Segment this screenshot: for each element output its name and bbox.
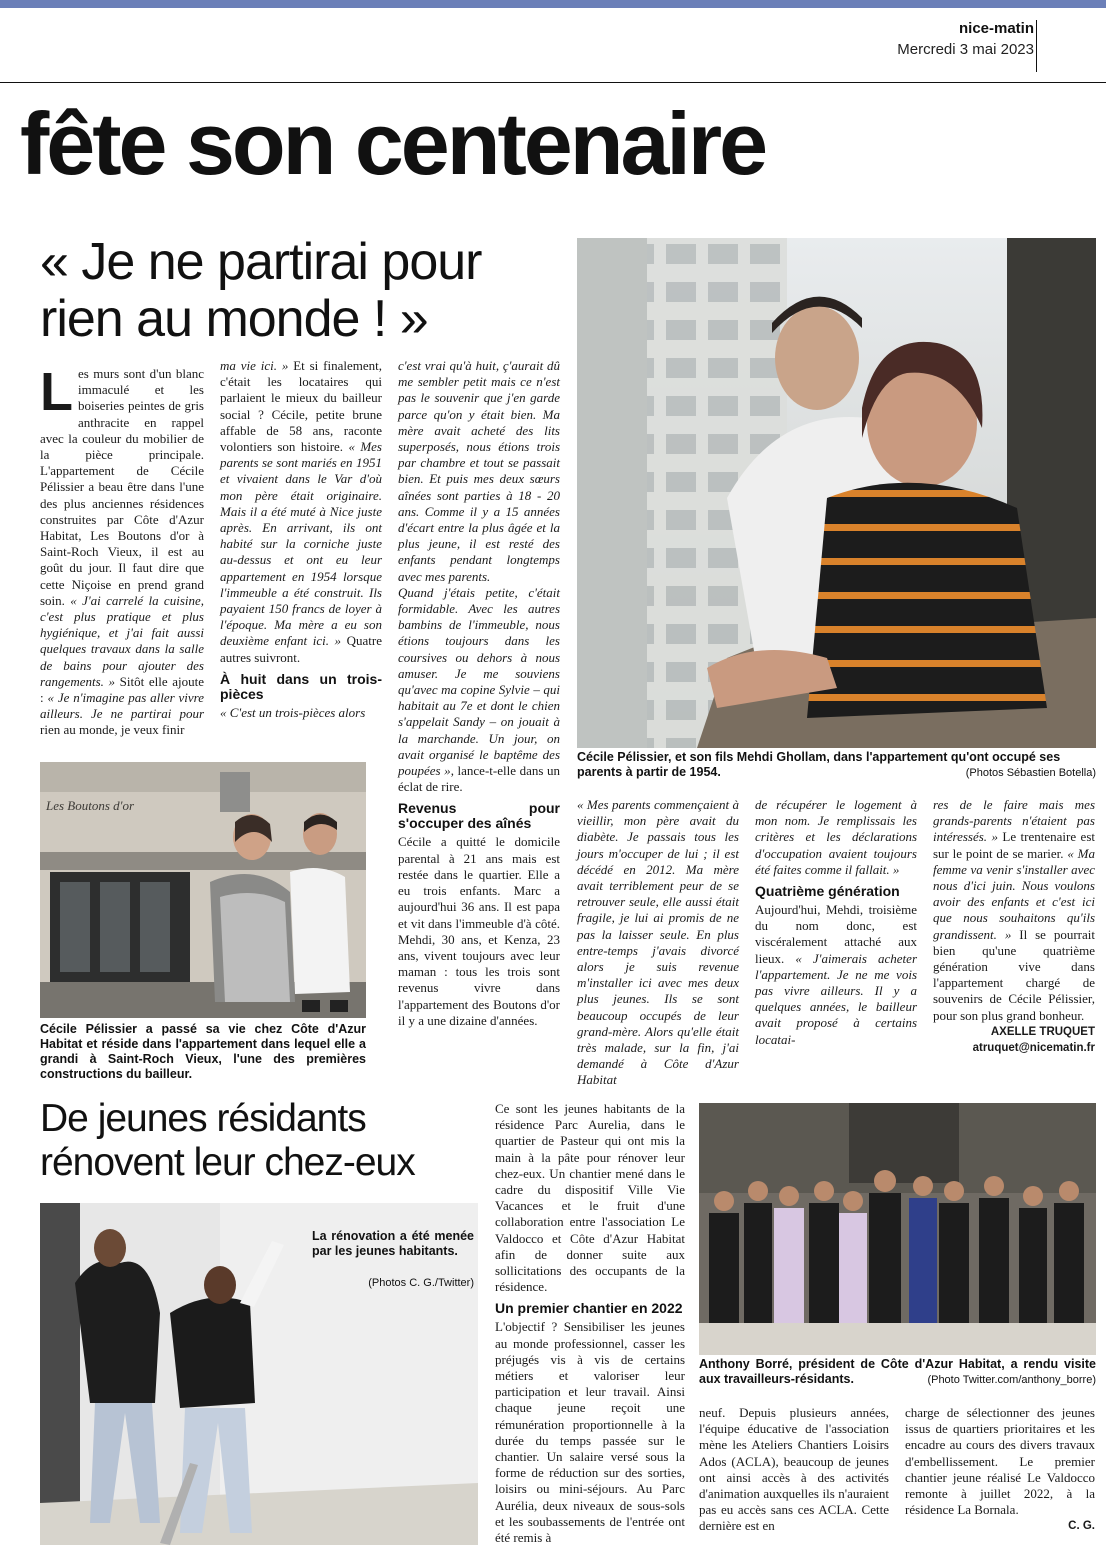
article1-col1-quote1: « J'ai carrelé la cuisine, c'est plus pratique et plus hygiénique, et j'ai fait aussi quelques travaux dans la salle de bains pour ajouter des rangements. » [40, 592, 205, 689]
group-photo [699, 1103, 1096, 1355]
article-title-line1: « Je ne partirai pour [40, 233, 482, 291]
article1-col5-quote2: « J'aimerais acheter l'appartement. Je ne me vois pas vivre ailleurs. Il y a quelques années, le bailleur avait proposé à certains locatai- [755, 950, 917, 1047]
article1-col3-p1: , lance-t-elle dans un éclat de rire. [398, 763, 560, 795]
subhead-revenus: Revenus pour s'occuper des aînés [398, 800, 560, 832]
article1-col3-quote1: c'est vrai qu'à huit, ç'aurait dû me sembler petit mais ce n'est pas le souvenir que j'en garde parce qu'on y était bien. Ma mère avait acheté des lits superposés, nous étions trois par chambre et tout se passait bien. Et puis mes deux sœurs aînées sont parties à 18 - 20 ans. Comme il y a 15 années d'écart entre la plus âgée et la plus jeune, il est resté des enfants pendant longtemps avec mes parents. [398, 358, 560, 584]
article2-title-line2: rénovent leur chez-eux [40, 1141, 415, 1184]
article1-col2-p1: Et si finalement, c'était les locataires qui parlaient le mieux du bailleur social ? Cécile, petite brune affable de 58 ans, raconte volontiers son histoire. [220, 358, 382, 455]
article-title-line2: rien au monde ! » [40, 290, 428, 349]
article1-col3-p2: Cécile a quitté le domicile parental à 21 ans mais est restée dans le quartier. Elle a eu trois enfants. Marc a aujourd'hui 36 ans. Il est papa et vit dans l'immeuble d'à côté. Mehdi, 30 ans, et Kenza, 23 ans, vivent toujours avec leur maman : tous les trois sont revenus vivre dans l'appartement des Boutons d'or il y a une dizaine d'années. [398, 834, 560, 1028]
article2-col3-p1: charge de sélectionner des jeunes issus de quartiers prioritaires et les encadre au cours des divers travaux d'embellissement. Le premier chantier jeune réalisé Le Valdocco remonte à juillet 2022, à la résidence La Bornala. [905, 1405, 1095, 1518]
article2-title-line1: De jeunes résidants [40, 1097, 366, 1140]
article2-col2-p1: neuf. Depuis plusieurs années, l'équipe éducative de l'association mène les Ateliers Chantiers Loisirs Ados (ACLA), beaucoup de jeunes ont ainsi accès à des activités d'animation auxquelles ils n'auraient pas eu accès sans ces ACLA. Cette dernière est en [699, 1405, 889, 1534]
building-sign: Les Boutons d'or [46, 798, 135, 813]
article2-title [40, 1097, 490, 1185]
article1-column-4 [577, 797, 739, 1089]
building-photo [40, 762, 366, 1018]
article1-col6-p1: Le trentenaire est sur le point de se marier. [933, 829, 1095, 861]
main-photo [577, 238, 1096, 748]
renovation-photo-caption: La rénovation a été menée par les jeunes habitants. [312, 1229, 474, 1258]
main-photo-credit: (Photos Sébastien Botella) [965, 767, 1096, 779]
group-photo-caption: Anthony Borré, président de Côte d'Azur Habitat, a rendu visite aux travailleurs-résidants. [699, 1357, 1096, 1386]
masthead-brand: nice-matin [958, 20, 1034, 37]
main-photo-caption: Cécile Pélissier, et son fils Mehdi Ghollam, dans l'appartement qu'ont occupé ses parents à partir de 1954. [577, 750, 1061, 779]
article1-col5-quote1: de récupérer le logement à mon nom. Je remplissais les critères et les déclarations d'occupation avaient toujours été faites comme il fallait. » [755, 797, 917, 877]
article1-col2-quote2: « Mes parents se sont mariés en 1951 et vivaient dans le Var d'où mon père était originaire. Mais il a été muté à Nice juste après. En arrivant, ils ont habité sur la corniche juste au-dessus et ont eu leur appartement en 1954 lorsque l'immeuble a été construit. Ils payaient 150 francs de loyer à l'époque. Ma mère a eu son deuxième enfant ici. » [220, 439, 382, 649]
masthead [897, 20, 1034, 58]
article-title [40, 234, 570, 348]
author-email[interactable]: atruquet@nicematin.fr [972, 1041, 1095, 1054]
article1-col6-p2: Il se pourrait bien qu'une quatrième génération vive dans l'appartement chargé de souvenirs de Cécile Pélissier, pour son plus grand bonheur. [933, 926, 1096, 1023]
article1-col3-quote2: Quand j'étais petite, c'était formidable. Avec les autres bambins de l'immeuble, nous étions toujours dans les coursives ou dehors à nous amuser. Je me souviens qu'avec ma copine Sylvie – qui habitait au 7e et dont le chien s'appelait Sandy – on jouait à la marchande. Un jour, on avait organisé le baptême des poupées » [398, 584, 560, 779]
article1-col6-quote1: res de le faire mais mes grands-parents n'étaient pas intéressés. » [933, 797, 1095, 845]
article1-column-3 [398, 358, 560, 1029]
renovation-photo-credit: (Photos C. G./Twitter) [368, 1277, 474, 1289]
article1-col1-p3: rien au monde, je veux finir [40, 722, 185, 738]
article1-column-5 [755, 797, 917, 1048]
article1-col2-p2: Quatre autres suivront. [220, 633, 382, 665]
main-photo-image [577, 238, 1096, 748]
group-photo-image [699, 1103, 1096, 1355]
article2-column-1 [495, 1101, 685, 1546]
header-rule [0, 82, 1106, 83]
subhead-premier-chantier: Un premier chantier en 2022 [495, 1300, 683, 1317]
masthead-date: Mercredi 3 mai 2023 [897, 41, 1034, 58]
article1-col1-p2: Sitôt elle ajoute : [40, 673, 204, 706]
article1-col4-quote1: « Mes parents commençaient à vieillir, mon père avait du diabète. Je passais tous les jours m'occuper de lui ; il est décédé en 2012. Ma mère avait terriblement peur de se retrouver seule, elle aussi était fragile, je lui ai promis de ne pas la laisser seule. En plus entre-temps j'avais divorcé alors je suis revenue m'installer ici avec mes deux plus jeunes. Ils se sont beaucoup occupés de leur grand-mère. Alors qu'elle était très malade, sur la fin, j'ai demandé à Côte d'Azur Habitat [577, 797, 739, 1088]
article1-col5-p1: Aujourd'hui, Mehdi, troisième du nom donc, est viscéralement attaché aux lieux. [755, 902, 917, 966]
renovation-photo [40, 1203, 478, 1545]
subhead-quatrieme: Quatrième génération [755, 883, 900, 900]
group-photo-credit: (Photo Twitter.com/anthony_borre) [927, 1374, 1096, 1386]
article1-signature [933, 1024, 1095, 1056]
article1-col6-quote2: « Ma femme va venir s'installer avec nous d'ici juin. Nous voulons avoir des enfants et c'est ici que nous souhaitons qu'ils grandissent. » [933, 845, 1095, 942]
author-name: AXELLE TRUQUET [990, 1025, 1095, 1038]
building-photo-caption: Cécile Pélissier a passé sa vie chez Côte d'Azur Habitat et réside dans l'appartement dans lequel elle a grandi à Saint-Roch Vieux, l'une des premières constructions du bailleur. [40, 1022, 366, 1081]
top-color-bar [0, 0, 1106, 8]
article2-column-3 [905, 1405, 1095, 1534]
article2-col1-p1: Ce sont les jeunes habitants de la résidence Parc Aurelia, dans le quartier de Pasteur qui ont mis la main à la pâte pour rénover leur chez-eux. Un chantier mené dans le cadre du dispositif Ville Vie Vacances et le fruit d'une collaboration entre l'association Le Valdocco et Côte d'Azur Habitat afin de donner suite aux sollicitations des occupants de la résidence. [495, 1101, 685, 1295]
article1-col1-p1: es murs sont d'un blanc immaculé et les boiseries peintes de gris anthracite en rappel avec la couleur du mobilier de la pièce principale. L'appartement de Cécile Pélissier a beau être dans l'une des plus anciennes résidences construites par Côte d'Azur Habitat, Les Boutons d'or à Saint-Roch Vieux, il est au goût du jour. Il faut dire que cette Niçoise en prend grand soin. [40, 366, 204, 608]
article2-signature: C. G. [1068, 1520, 1095, 1533]
article1-col2-quote3: « C'est un trois-pièces alors [220, 704, 366, 720]
subhead-a-huit: À huit dans un trois-pièces [220, 670, 382, 702]
article2-column-2 [699, 1405, 889, 1535]
article2-col1-p2: L'objectif ? Sensibiliser les jeunes au monde professionnel, casser les préjugés vis à vis de certains métiers et valoriser leur participation et leur travail. Ainsi chaque jeune reçoit une rémunération proportionnelle à la durée du temps passée sur le chantier. Un salaire versé sous la forme de réduction sur des sorties, loisirs ou mini-séjours. Au Parc Aurélia, deux niveaux de sous-sols et les soubassements de l'entrée ont été remis à [495, 1319, 685, 1546]
article1-column-1 [40, 362, 205, 739]
dropcap: L [40, 362, 73, 422]
masthead-divider [1036, 20, 1037, 72]
article1-col2-quote1: ma vie ici. » [220, 358, 289, 373]
article1-column-2 [220, 358, 382, 721]
article1-col1-quote2: « Je n'imagine pas aller vivre ailleurs. Je ne partirai pour [40, 690, 204, 722]
article1-column-6 [933, 797, 1095, 1056]
page-headline: fête son centenaire [20, 94, 766, 193]
